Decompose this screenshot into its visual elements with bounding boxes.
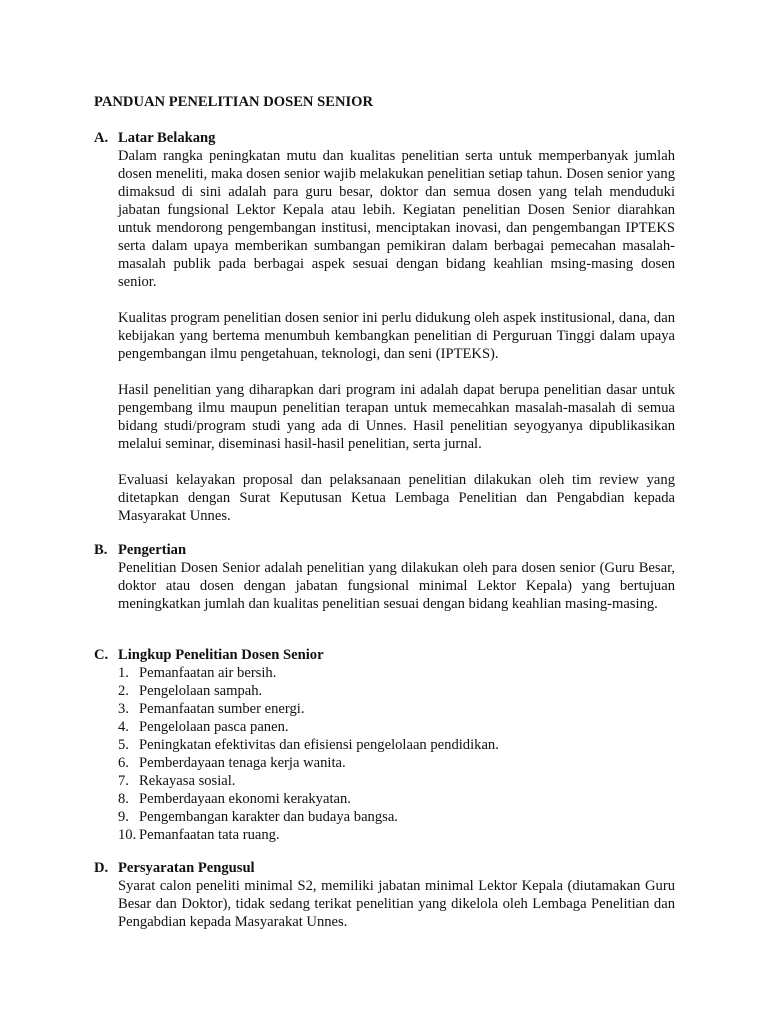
- paragraph: Penelitian Dosen Senior adalah penelitian yang dilakukan oleh para dosen senior (Guru Besar, doktor atau dosen dengan jabatan fungsional minimal Lektor Kepala) yang bertujuan meningkatkan jumlah dan kualitas penelitian sesuai dengan bidang keahlian masing-masing.: [118, 560, 675, 612]
- section-heading: [94, 859, 675, 877]
- list-item: [118, 664, 675, 682]
- list-number: 5.: [118, 737, 129, 753]
- list-text: Pemanfaatan air bersih.: [139, 665, 277, 681]
- section-letter: A.: [94, 130, 109, 146]
- list-text: Pemanfaatan sumber energi.: [139, 701, 305, 717]
- list-item: [118, 718, 675, 736]
- list-text: Rekayasa sosial.: [139, 773, 236, 789]
- paragraph: Hasil penelitian yang diharapkan dari program ini adalah dapat berupa penelitian dasar untuk pengembang ilmu maupun penelitian terapan untuk memecahkan masalah-masalah di semua bidang studi/program studi yang ada di Unnes. Hasil penelitian seyogyanya dipublikasikan melalui seminar, diseminasi hasil-hasil penelitian, serta jurnal.: [118, 382, 675, 452]
- list-item: [118, 754, 675, 772]
- document-title: PANDUAN PENELITIAN DOSEN SENIOR: [94, 94, 374, 110]
- paragraph: Syarat calon peneliti minimal S2, memiliki jabatan minimal Lektor Kepala (diutamakan Guru Besar dan Doktor), tidak sedang terikat penelitian yang dikelola oleh Lembaga Penelitian dan Pengabdian kepada Masyarakat Unnes.: [118, 878, 675, 930]
- list-item: [118, 772, 675, 790]
- list-number: 9.: [118, 809, 129, 825]
- list-item: [118, 808, 675, 826]
- section-body: [118, 664, 675, 844]
- list-number: 4.: [118, 719, 129, 735]
- section-heading: [94, 646, 675, 664]
- section-body: [118, 559, 675, 613]
- section-heading: [94, 541, 675, 559]
- paragraph: Evaluasi kelayakan proposal dan pelaksanaan penelitian dilakukan oleh tim review yang ditetapkan dengan Surat Keputusan Ketua Lembaga Penelitian dan Pengabdian kepada Masyarakat Unnes.: [118, 472, 675, 524]
- list-item: [118, 682, 675, 700]
- section-title: Pengertian: [118, 542, 187, 558]
- list-item: [118, 700, 675, 718]
- list-text: Pemberdayaan tenaga kerja wanita.: [139, 755, 346, 771]
- section-letter: D.: [94, 860, 109, 876]
- list-number: 10.: [118, 827, 137, 843]
- paragraph: Kualitas program penelitian dosen senior ini perlu didukung oleh aspek institusional, dana, dan kebijakan yang bertema menumbuh kembangkan penelitian di Perguruan Tinggi dalam upaya pengembangan ilmu pengetahuan, teknologi, dan seni (IPTEKS).: [118, 310, 675, 362]
- section-title: Persyaratan Pengusul: [118, 860, 255, 876]
- section-heading: [94, 129, 675, 147]
- section-latar-belakang: [94, 129, 675, 525]
- scope-list: [118, 664, 675, 844]
- list-text: Pengembangan karakter dan budaya bangsa.: [139, 809, 398, 825]
- list-item: [118, 790, 675, 808]
- section-body: [118, 147, 675, 525]
- section-persyaratan-pengusul: [94, 859, 675, 931]
- list-number: 8.: [118, 791, 129, 807]
- section-body: [118, 877, 675, 931]
- section-pengertian: [94, 541, 675, 613]
- list-text: Pemanfaatan tata ruang.: [139, 827, 280, 843]
- section-lingkup-penelitian: [94, 646, 675, 844]
- paragraph: Dalam rangka peningkatan mutu dan kualitas penelitian serta untuk memperbanyak jumlah dosen meneliti, maka dosen senior wajib melakukan penelitian setiap tahun. Dosen senior yang dimaksud di sini adalah para guru besar, doktor dan semua dosen yang telah menduduki jabatan fungsional Lektor Kepala atau lebih. Kegiatan penelitian Dosen Senior diarahkan untuk mendorong pengembangan institusi, menciptakan inovasi, dan pengembangan IPTEKS serta dalam upaya memberikan sumbangan pemikiran dalam berbagai pemecahan masalah-masalah publik pada berbagai aspek sesuai dengan bidang keahlian msing-masing dosen senior.: [118, 148, 675, 290]
- list-text: Pengelolaan pasca panen.: [139, 719, 289, 735]
- section-title: Latar Belakang: [118, 130, 216, 146]
- list-item: [118, 736, 675, 754]
- section-letter: C.: [94, 647, 109, 663]
- section-title: Lingkup Penelitian Dosen Senior: [118, 647, 324, 663]
- list-text: Pemberdayaan ekonomi kerakyatan.: [139, 791, 351, 807]
- list-number: 2.: [118, 683, 129, 699]
- list-number: 6.: [118, 755, 129, 771]
- list-number: 7.: [118, 773, 129, 789]
- list-text: Peningkatan efektivitas dan efisiensi pengelolaan pendidikan.: [139, 737, 499, 753]
- list-number: 3.: [118, 701, 129, 717]
- list-item: [118, 826, 675, 844]
- list-number: 1.: [118, 665, 129, 681]
- list-text: Pengelolaan sampah.: [139, 683, 263, 699]
- section-letter: B.: [94, 542, 108, 558]
